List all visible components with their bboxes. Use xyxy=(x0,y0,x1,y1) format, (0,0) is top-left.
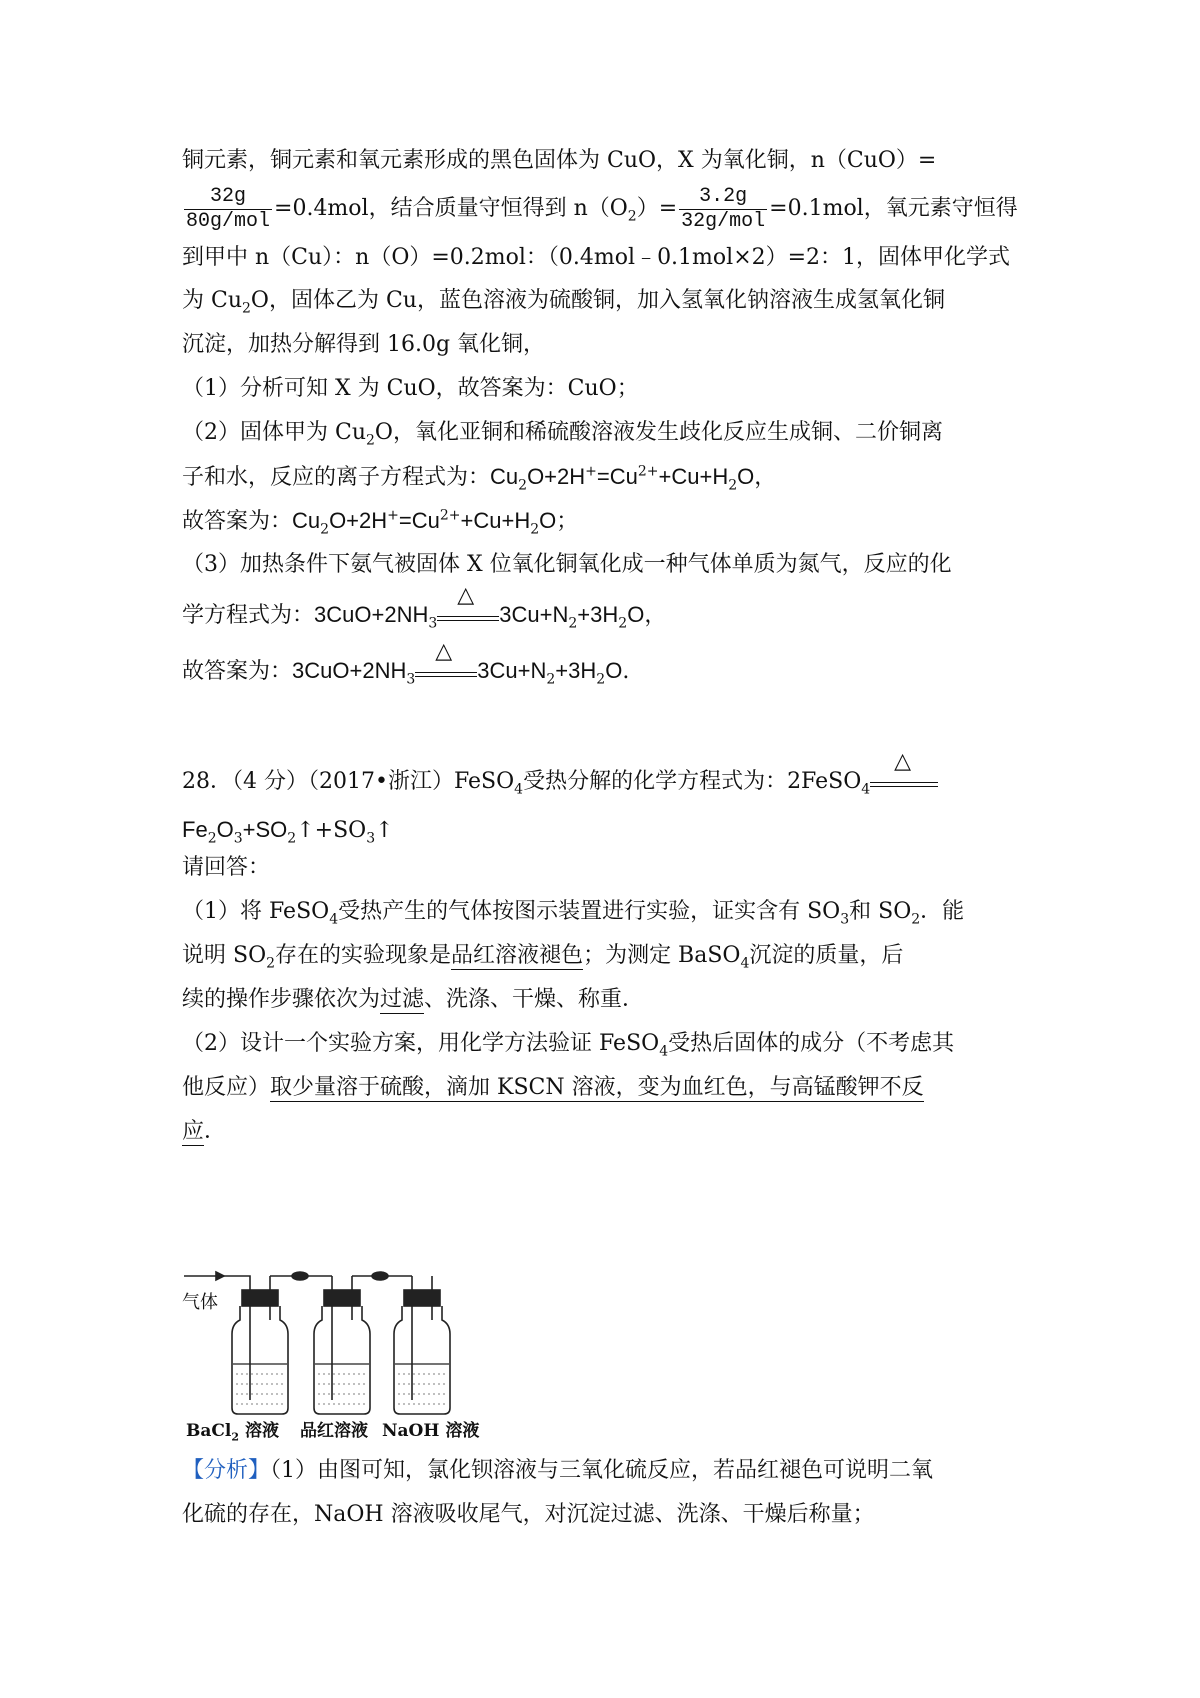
ion-equation-line: 子和水，反应的离子方程式为：$Cu_2O+2H^+=Cu^{2+}+Cu+H_2O$， xyxy=(182,463,777,494)
sub-question-1-cont: 续的操作步骤依次为过滤、洗涤、干燥、称重． xyxy=(182,987,645,1012)
gas-label: 气体 xyxy=(182,1292,218,1313)
analysis-line: 【分析】（1）由图可知，氯化钡溶液与三氧化硫反应，若品红褪色可说明二氧 xyxy=(182,1458,934,1483)
text-line xyxy=(182,146,1032,176)
text-line: 为 $Cu_2O$，固体乙为 Cu，蓝色溶液为硫酸铜，加入氢氧化钠溶液生成氢氧化铜 xyxy=(182,288,945,317)
wash-bottles-drawing xyxy=(182,1268,502,1438)
fraction-o2: $\frac{3.2g}{\text{32g/mol}}$ xyxy=(681,184,766,233)
answer-1: （1）分析可知 X 为 CuO，故答案为：CuO； xyxy=(182,376,639,401)
apparatus-diagram xyxy=(182,1268,502,1444)
text-line: 沉淀，加热分解得到 16.0g 氧化铜， xyxy=(182,332,546,357)
question-28-products: $Fe_2O_3+SO_2↑+SO_3↑$ xyxy=(182,817,394,847)
answer-3: 故答案为：$3CuO+2NH_3$ △ $3Cu+N_2+3H_2O$. xyxy=(182,639,630,688)
heat-arrow-icon: △ xyxy=(415,654,477,684)
text-line-fraction: $\frac{32g}{\text{80g/mol}}$ =0.4mol，结合质量守恒得到 $n(O_2)=$ $\frac{3.2g}{\text{32g/mol}}$ =0.1mol，氧元素守恒得 xyxy=(186,184,1018,233)
sub-question-2-cont: 应． xyxy=(182,1119,227,1144)
heat-arrow-icon: △ xyxy=(437,598,499,628)
question-28-header: 28．（4 分）（2017•浙江）FeSO$_4$受热分解的化学方程式为：2FeSO$_4$ △ xyxy=(182,764,1032,797)
bottle-2-label: 品红溶液 xyxy=(300,1421,368,1441)
text: 铜元素，铜元素和氧元素形成的黑色固体为 CuO，X 为氧化铜，n（CuO）= xyxy=(182,148,937,173)
bottle-3-label: NaOH 溶液 xyxy=(382,1421,480,1441)
answer-blank: 过滤 xyxy=(380,987,425,1012)
prompt: 请回答： xyxy=(182,855,271,880)
sub-question-2-cont: 他反应）取少量溶于硫酸，滴加 KSCN 溶液，变为血红色，与高锰酸钾不反 xyxy=(182,1075,924,1100)
answer-blank: 取少量溶于硫酸，滴加 KSCN 溶液，变为血红色，与高锰酸钾不反 xyxy=(270,1075,924,1100)
text-line: （2）固体甲为 $Cu_2O$，氧化亚铜和稀硫酸溶液发生歧化反应生成铜、二价铜离 xyxy=(182,420,943,449)
bottle-1-label: BaCl$_2$ 溶液 xyxy=(186,1421,279,1444)
answer-2: 故答案为：$Cu_2O+2H^+=Cu^{2+}+Cu+H_2O$； xyxy=(182,507,579,538)
text-line: （3）加热条件下氨气被固体 X 位氧化铜氧化成一种气体单质为氮气，反应的化 xyxy=(182,552,952,577)
text-line: 到甲中 n（Cu）：n（O）=0.2mol：（0.4mol﹣0.1mol×2）=2：1，固体甲化学式 xyxy=(182,245,1011,270)
sub-question-2: （2）设计一个实验方案，用化学方法验证 FeSO$_4$受热后固体的成分（不考虑其 xyxy=(182,1031,955,1060)
analysis-tag: 【分析】 xyxy=(182,1458,271,1483)
sub-question-1-cont: 说明 $SO_2$存在的实验现象是品红溶液褪色；为测定 BaSO$_4$沉淀的质量，后 xyxy=(182,943,904,972)
sub-question-1: （1）将 FeSO$_4$受热产生的气体按图示装置进行实验，证实含有 $SO_3$和 $SO_2$．能 xyxy=(182,899,965,928)
answer-blank: 应 xyxy=(182,1119,205,1144)
fraction-cuo: $\frac{32g}{\text{80g/mol}}$ xyxy=(186,184,271,233)
analysis-line: 化硫的存在，NaOH 溶液吸收尾气，对沉淀过滤、洗涤、干燥后称量； xyxy=(182,1502,875,1527)
nh3-equation-line: 学方程式为：$3CuO+2NH_3$ △ $3Cu+N_2+3H_2O$， xyxy=(182,583,667,632)
heat-arrow-icon: △ xyxy=(870,764,938,794)
answer-blank: 品红溶液褪色 xyxy=(451,943,584,968)
